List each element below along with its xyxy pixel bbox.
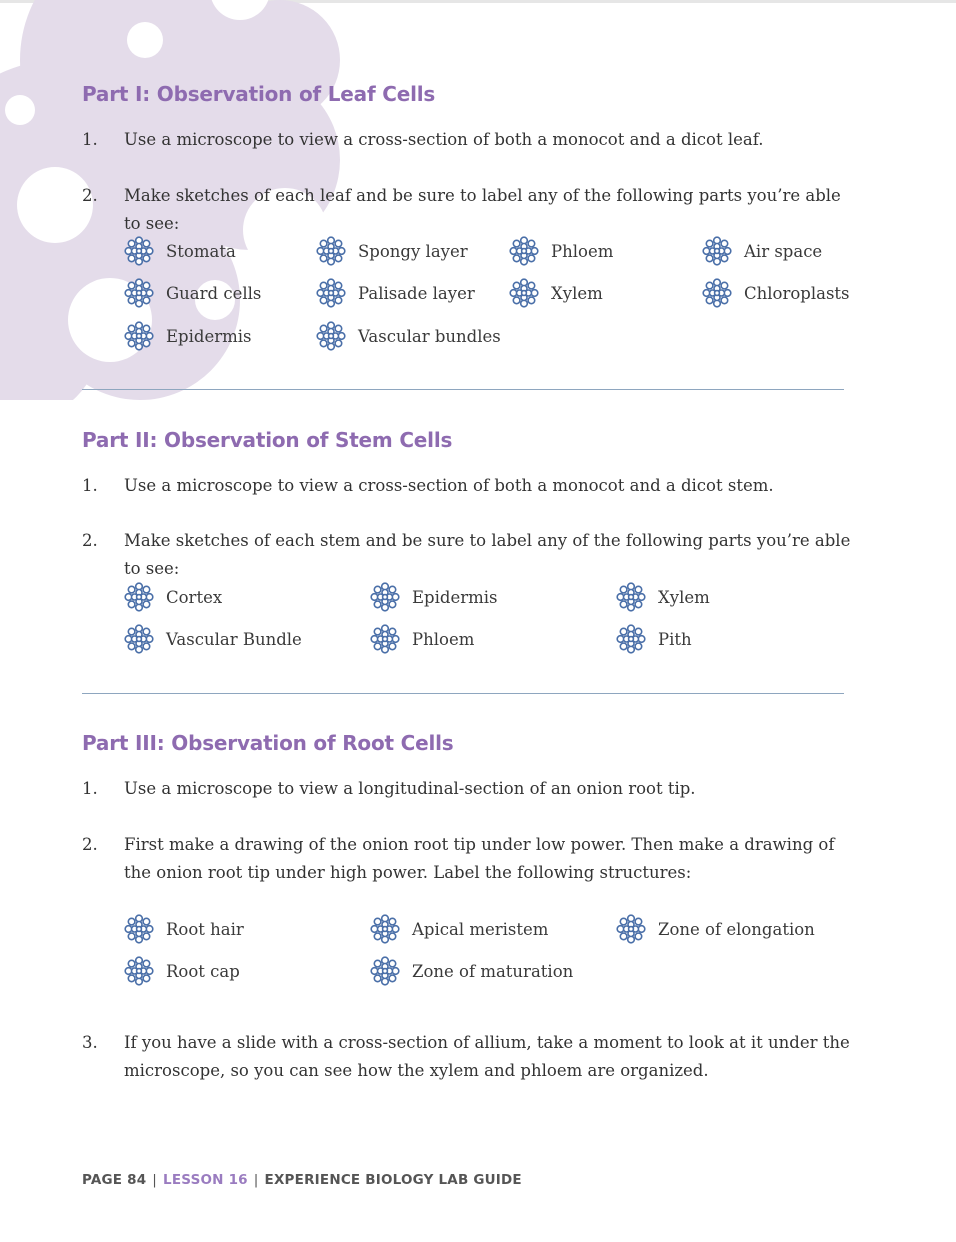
list-item: [702, 278, 850, 308]
step-text: Make sketches of each stem and be sure to label any of the following parts you’re able to see:: [124, 531, 851, 578]
list-item: [509, 236, 613, 266]
cell-bullet-icon: [124, 236, 154, 266]
list-item: [316, 278, 475, 308]
cell-bullet-icon: [702, 278, 732, 308]
lesson-label: LESSON 16: [163, 1172, 248, 1188]
list-item-label: Phloem: [412, 629, 475, 649]
list-item-label: Air space: [744, 241, 823, 261]
list-item: [370, 624, 474, 654]
footer-separator: |: [152, 1172, 158, 1188]
cell-bullet-icon: [124, 624, 154, 654]
cell-bullet-icon: [616, 582, 646, 612]
step-text: Use a microscope to view a cross-section of both a monocot and a dicot leaf.: [124, 130, 764, 149]
list-item: [616, 624, 692, 654]
step-number: 3.: [82, 1033, 98, 1052]
list-item: [124, 321, 252, 351]
cell-bullet-icon: [509, 236, 539, 266]
part1-heading: Part I: Observation of Leaf Cells: [82, 82, 436, 106]
list-item-label: Palisade layer: [358, 283, 475, 303]
list-item-label: Cortex: [166, 587, 223, 607]
list-item: [370, 914, 548, 944]
guide-title: EXPERIENCE BIOLOGY LAB GUIDE: [264, 1172, 522, 1188]
cell-bullet-icon: [124, 956, 154, 986]
cell-bullet-icon: [124, 278, 154, 308]
step-number: 1.: [82, 476, 98, 495]
cell-bullet-icon: [316, 278, 346, 308]
cell-bullet-icon: [316, 236, 346, 266]
step-number: 1.: [82, 130, 98, 149]
cell-bullet-icon: [124, 582, 154, 612]
cell-bullet-icon: [316, 321, 346, 351]
list-item-label: Zone of maturation: [412, 961, 574, 981]
step-number: 2.: [82, 835, 98, 854]
list-item: [316, 321, 501, 351]
part3-heading: Part III: Observation of Root Cells: [82, 731, 454, 755]
list-item-label: Vascular Bundle: [166, 629, 302, 649]
list-item-label: Guard cells: [166, 283, 262, 303]
cell-bullet-icon: [370, 582, 400, 612]
list-item: [316, 236, 468, 266]
step-number: 1.: [82, 779, 98, 798]
cell-bullet-icon: [616, 624, 646, 654]
list-item-label: Xylem: [658, 587, 710, 607]
list-item-label: Stomata: [166, 241, 236, 261]
footer-separator: |: [253, 1172, 259, 1188]
cell-bullet-icon: [124, 914, 154, 944]
list-item: [370, 956, 573, 986]
cell-bullet-icon: [124, 321, 154, 351]
list-item-label: Xylem: [551, 283, 603, 303]
cell-bullet-icon: [370, 956, 400, 986]
list-item: [509, 278, 603, 308]
cell-bullet-icon: [702, 236, 732, 266]
step-number: 2.: [82, 186, 98, 205]
page-number: PAGE 84: [82, 1172, 147, 1188]
list-item: [370, 582, 498, 612]
list-item: [702, 236, 822, 266]
step-text: Use a microscope to view a cross-section of both a monocot and a dicot stem.: [124, 476, 774, 495]
cell-bullet-icon: [370, 624, 400, 654]
list-item-label: Phloem: [551, 241, 614, 261]
list-item: [124, 914, 244, 944]
list-item: [616, 914, 815, 944]
list-item-label: Root cap: [166, 961, 240, 981]
list-item: [124, 956, 240, 986]
step-text: First make a drawing of the onion root tip under low power. Then make a drawing of the onion root tip under high power. Label the following structures:: [124, 835, 835, 882]
step-number: 2.: [82, 531, 98, 550]
list-item-label: Spongy layer: [358, 241, 468, 261]
part2-heading: Part II: Observation of Stem Cells: [82, 428, 453, 452]
step-text: Make sketches of each leaf and be sure to label any of the following parts you’re able to see:: [124, 186, 841, 233]
cell-bullet-icon: [370, 914, 400, 944]
list-item: [616, 582, 710, 612]
list-item-label: Apical meristem: [412, 919, 549, 939]
list-item-label: Chloroplasts: [744, 283, 850, 303]
cell-bullet-icon: [509, 278, 539, 308]
list-item-label: Epidermis: [412, 587, 498, 607]
step-text: Use a microscope to view a longitudinal-section of an onion root tip.: [124, 779, 696, 798]
list-item-label: Epidermis: [166, 326, 252, 346]
cell-bullet-icon: [616, 914, 646, 944]
list-item-label: Zone of elongation: [658, 919, 815, 939]
page-footer: [82, 1172, 522, 1188]
list-item-label: Root hair: [166, 919, 244, 939]
step-text: If you have a slide with a cross-section of allium, take a moment to look at it under the microscope, so you can see how the xylem and phloem are organized.: [124, 1033, 850, 1080]
list-item: [124, 582, 222, 612]
list-item-label: Vascular bundles: [358, 326, 501, 346]
list-item: [124, 624, 302, 654]
list-item-label: Pith: [658, 629, 692, 649]
section-divider: [82, 389, 844, 390]
list-item: [124, 236, 236, 266]
list-item: [124, 278, 261, 308]
section-divider: [82, 693, 844, 694]
